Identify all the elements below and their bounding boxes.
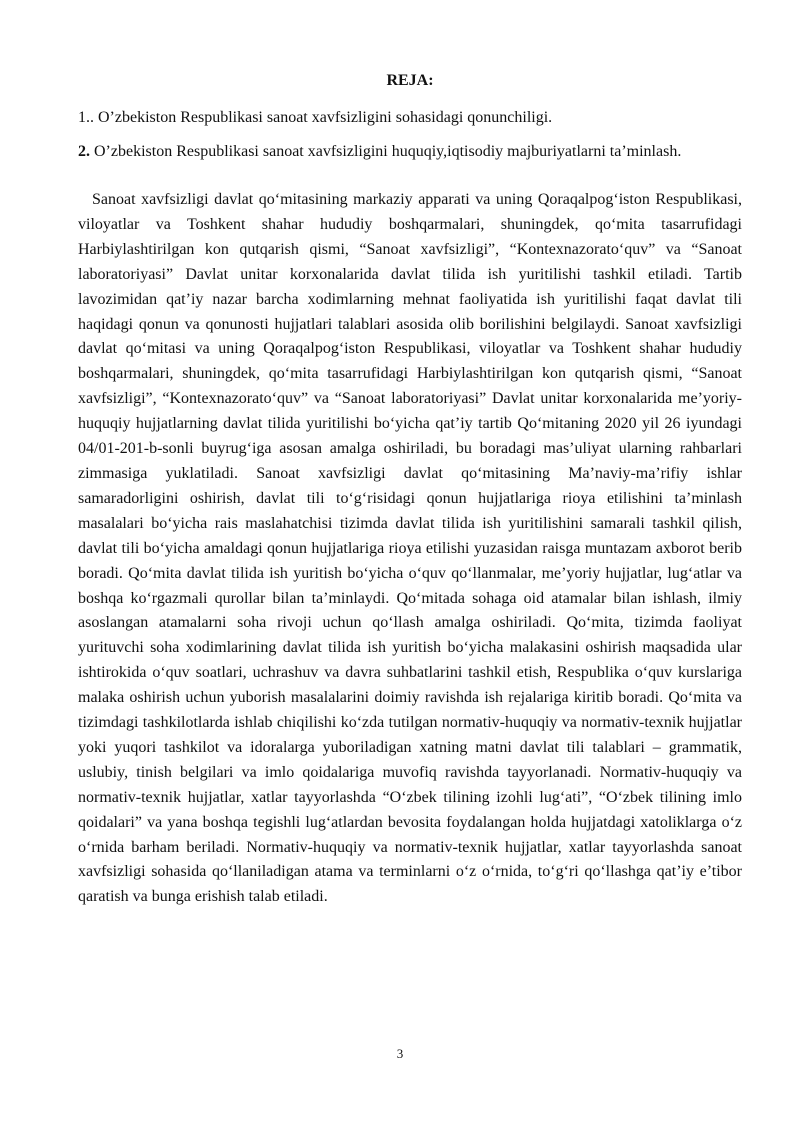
page-number: 3: [396, 1046, 404, 1061]
plan-item-2-text: O’zbekiston Respublikasi sanoat xavfsizligini huquqiy,iqtisodiy majburiyatlarni ta’minlash.: [90, 143, 682, 160]
plan-item-2: [78, 140, 742, 164]
plan-item-1-number: 1..: [78, 109, 94, 126]
document-page: [78, 70, 742, 910]
document-title: REJA:: [386, 72, 434, 89]
plan-item-1-text: O’zbekiston Respublikasi sanoat xavfsizligini sohasidagi qonunchiligi.: [94, 109, 553, 126]
plan-item-1: [78, 106, 742, 130]
body-paragraph: Sanoat xavfsizligi davlat qoʻmitasining markaziy apparati va uning Qoraqalpogʻiston Respublikasi, viloyatlar va Toshkent shahar hududiy boshqarmalari, shuningdek, qoʻmita tasarrufidagi Harbiylashtirilgan kon qutqarish qismi, “Sanoat xavfsizligi”, “Kontexnazoratoʻquv” va “Sanoat laboratoriyasi” Davlat unitar korxonalarida davlat tilida ish yuritilishi tashkil etiladi. Tartib lavozimidan qat’iy nazar barcha xodimlarning mehnat faoliyatida ish yuritilishi faqat davlat tili haqidagi qonun va qonunosti hujjatlari talablari asosida olib borilishini belgilaydi. Sanoat xavfsizligi davlat qoʻmitasi va uning Qoraqalpogʻiston Respublikasi, viloyatlar va Toshkent shahar hududiy boshqarmalari, shuningdek, qoʻmita tasarrufidagi Harbiylashtirilgan kon qutqarish qismi, “Sanoat xavfsizligi”, “Kontexnazoratoʻquv” va “Sanoat laboratoriyasi” Davlat unitar korxonalarida me’yoriy-huquqiy hujjatlarning davlat tilida yuritilishi boʻyicha qat’iy tartib Qoʻmitaning 2020 yil 26 iyundagi 04/01-201-b-sonli buyrugʻiga asosan amalga oshiriladi, bu boradagi mas’uliyat ularning rahbarlari zimmasiga yuklatiladi. Sanoat xavfsizligi davlat qoʻmitasining Ma’naviy-ma’rifiy ishlar samaradorligini oshirish, davlat tili toʻgʻrisidagi qonun hujjatlariga rioya etilishini ta’minlash masalalari boʻyicha rais maslahatchisi tizimda davlat tilida ish yuritilishini samarali tashkil qilish, davlat tili boʻyicha amaldagi qonun hujjatlariga rioya etilishi yuzasidan raisga muntazam axborot berib boradi. Qoʻmita davlat tilida ish yuritish boʻyicha oʻquv qoʻllanmalar, me’yoriy hujjatlar, lugʻatlar va boshqa koʻrgazmali qurollar bilan ta’minlaydi. Qoʻmitada sohaga oid atamalar bilan ishlash, ilmiy asoslangan atamalarni soha rivoji uchun qoʻllash amalga oshiriladi. Qoʻmita, tizimda faoliyat yurituvchi soha xodimlarining davlat tilida ish yuritish boʻyicha malakasini oshirish maqsadida ular ishtirokida oʻquv soatlari, uchrashuv va davra suhbatlarini tashkil etish, Respublika oʻquv kurslariga malaka oshirish uchun yuborish masalalarini doimiy ravishda ish rejalariga kiritib boradi. Qoʻmita va tizimdagi tashkilotlarda ishlab chiqilishi koʻzda tutilgan normativ-huquqiy va normativ-texnik hujjatlar yoki yuqori tashkilot va idoralarga yuboriladigan xatning matni davlat tili talablari – grammatik, uslubiy, tinish belgilari va imlo qoidalariga muvofiq ravishda tayyorlanadi. Normativ-huquqiy va normativ-texnik hujjatlar, xatlar tayyorlashda “Oʻzbek tilining izohli lugʻati”, “Oʻzbek tilining imlo qoidalari” va yana boshqa tegishli lugʻatlardan bevosita foydalangan holda hujjatdagi xatoliklarga oʻz oʻrnida barham beriladi. Normativ-huquqiy va normativ-texnik hujjatlar, xatlar tayyorlashda sanoat xavfsizligi sohasida qoʻllaniladigan atama va terminlarni oʻz oʻrnida, toʻgʻri qoʻllashga qat’iy e’tibor qaratish va bunga erishish talab etiladi.: [78, 191, 742, 906]
plan-item-2-number: 2.: [78, 143, 90, 160]
